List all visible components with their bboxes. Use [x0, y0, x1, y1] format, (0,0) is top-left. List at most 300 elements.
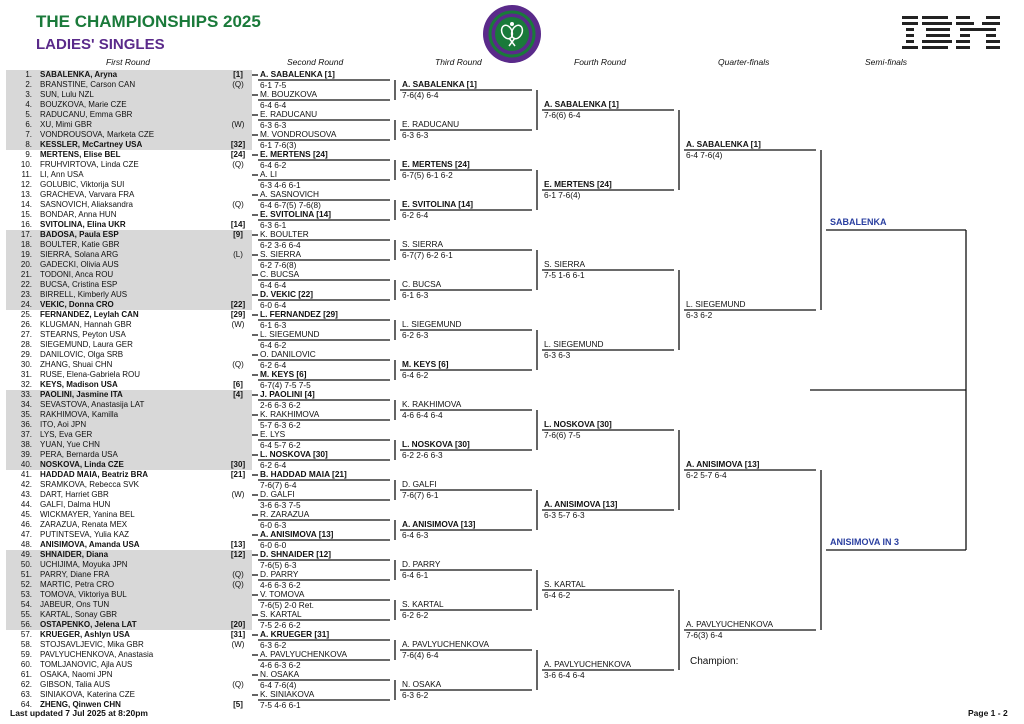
player-name: BADOSA, Paula ESP: [40, 230, 119, 239]
seed-label: (Q): [232, 570, 244, 579]
winner-name: D. VEKIC [22]: [260, 289, 314, 299]
player-row: [6, 560, 252, 570]
player-row: [6, 500, 252, 510]
player-name: STEARNS, Peyton USA: [40, 330, 126, 339]
draw-number: 59.: [20, 650, 32, 659]
winner-name: D. PARRY: [402, 559, 441, 569]
player-name: SINIAKOVA, Katerina CZE: [40, 690, 135, 699]
player-name: PERA, Bernarda USA: [40, 450, 118, 459]
draw-number: 11.: [21, 170, 32, 179]
seed-label: [29]: [230, 310, 246, 319]
winner-name: A. SABALENKA [1]: [686, 139, 761, 149]
player-row: [6, 480, 252, 490]
match-score: 7-5 1-6 6-1: [544, 270, 585, 280]
player-name: DART, Harriet GBR: [40, 490, 109, 499]
draw-number: 30.: [20, 360, 32, 369]
winner-name: E. MERTENS [24]: [402, 159, 470, 169]
match-score: 4-6 6-3 6-2: [260, 660, 301, 670]
draw-number: 62.: [20, 680, 32, 689]
player-row: [6, 260, 252, 270]
draw-number: 34.: [20, 400, 32, 409]
player-row: [6, 420, 252, 430]
winner-name: L. SIEGEMUND: [544, 339, 604, 349]
match-score: 3-6 6-3 7-5: [260, 500, 301, 510]
match-score: 6-4 5-7 6-2: [260, 440, 301, 450]
match-score: 7-5 4-6 6-1: [260, 700, 301, 710]
winner-name: A. SABALENKA [1]: [402, 79, 477, 89]
player-name: KESSLER, McCartney USA: [40, 140, 143, 149]
player-name: RAKHIMOVA, Kamilla: [40, 410, 119, 419]
match-score: 6-3 6-2: [402, 690, 429, 700]
match-score: 7-6(5) 2-0 Ret.: [260, 600, 314, 610]
player-row: [6, 240, 252, 250]
match-score: 7-6(7) 6-4: [260, 480, 297, 490]
match-score: 6-2 6-3: [402, 330, 429, 340]
seed-label: [4]: [233, 390, 243, 399]
player-row: [6, 430, 252, 440]
match-score: 6-1 7-6(3): [260, 140, 297, 150]
draw-number: 9.: [25, 150, 32, 159]
player-row: [6, 150, 252, 160]
seed-label: [9]: [233, 230, 243, 239]
round-header-semi: Semi-finals: [865, 57, 908, 67]
seed-label: (Q): [232, 360, 244, 369]
draw-number: 23.: [20, 290, 32, 299]
player-name: TOMOVA, Viktoriya BUL: [40, 590, 127, 599]
round-header-second: Second Round: [287, 57, 344, 67]
draw-number: 27.: [20, 330, 32, 339]
player-name: DANILOVIC, Olga SRB: [40, 350, 124, 359]
player-name: SRAMKOVA, Rebecca SVK: [40, 480, 139, 489]
player-row: [6, 390, 252, 400]
semifinal-name: SABALENKA: [830, 217, 887, 227]
winner-name: K. RAKHIMOVA: [402, 399, 462, 409]
player-row: [6, 600, 252, 610]
match-score: 6-4 6-2: [260, 340, 287, 350]
player-name: MERTENS, Elise BEL: [40, 150, 121, 159]
seed-label: (Q): [232, 80, 244, 89]
draw-number: 22.: [20, 280, 32, 289]
player-row: [6, 250, 252, 260]
player-row: [6, 630, 252, 640]
player-name: GOLUBIC, Viktorija SUI: [40, 180, 125, 189]
match-score: 6-3 6-3: [402, 130, 429, 140]
draw-number: 7.: [25, 130, 32, 139]
player-name: SHNAIDER, Diana: [40, 550, 109, 559]
winner-name: S. SIERRA: [544, 259, 586, 269]
player-row: [6, 440, 252, 450]
winner-name: L. SIEGEMUND: [402, 319, 462, 329]
player-name: OSTAPENKO, Jelena LAT: [40, 620, 137, 629]
player-name: ITO, Aoi JPN: [40, 420, 87, 429]
player-name: KRUEGER, Ashlyn USA: [40, 630, 130, 639]
seed-label: [6]: [233, 380, 243, 389]
player-name: SVITOLINA, Elina UKR: [40, 220, 126, 229]
draw-number: 41.: [20, 470, 32, 479]
draw-number: 60.: [20, 660, 32, 669]
player-row: [6, 470, 252, 480]
draw-number: 48.: [20, 540, 32, 549]
player-name: VEKIC, Donna CRO: [40, 300, 114, 309]
winner-name: A. ANISIMOVA [13]: [544, 499, 618, 509]
player-name: NOSKOVA, Linda CZE: [40, 460, 124, 469]
player-row: [6, 490, 252, 500]
winner-name: A. ANISIMOVA [13]: [686, 459, 760, 469]
seed-label: [12]: [230, 550, 246, 559]
draw-number: 31.: [20, 370, 32, 379]
draw-number: 63.: [20, 690, 32, 699]
player-name: PARRY, Diane FRA: [40, 570, 110, 579]
player-row: [6, 270, 252, 280]
winner-name: E. SVITOLINA [14]: [402, 199, 473, 209]
match-score: 6-1 6-3: [260, 320, 287, 330]
winner-name: C. BUCSA: [402, 279, 442, 289]
player-row: [6, 520, 252, 530]
seed-label: (Q): [232, 160, 244, 169]
seed-label: [1]: [233, 70, 243, 79]
winner-name: A. PAVLYUCHENKOVA: [260, 649, 347, 659]
match-score: 6-1 7-5: [260, 80, 287, 90]
player-row: [6, 300, 252, 310]
draw-number: 45.: [20, 510, 32, 519]
player-row: [6, 550, 252, 560]
player-row: [6, 540, 252, 550]
match-score: 6-2 3-6 6-4: [260, 240, 301, 250]
draw-number: 3.: [25, 90, 32, 99]
draw-number: 61.: [20, 670, 32, 679]
player-name: BRANSTINE, Carson CAN: [40, 80, 136, 89]
draw-number: 43.: [20, 490, 32, 499]
player-name: WICKMAYER, Yanina BEL: [40, 510, 135, 519]
seed-label: (W): [231, 640, 245, 649]
match-score: 6-4 7-6(4): [686, 150, 723, 160]
player-name: PUTINTSEVA, Yulia KAZ: [40, 530, 130, 539]
match-score: 6-4 6-1: [402, 570, 429, 580]
player-name: GRACHEVA, Varvara FRA: [40, 190, 135, 199]
player-name: VONDROUSOVA, Marketa CZE: [40, 130, 155, 139]
winner-name: L. NOSKOVA [30]: [544, 419, 612, 429]
player-row: [6, 200, 252, 210]
player-name: SASNOVICH, Aliaksandra: [40, 200, 133, 209]
player-row: [6, 230, 252, 240]
player-row: [6, 570, 252, 580]
draw-number: 20.: [20, 260, 32, 269]
player-row: [6, 160, 252, 170]
player-name: STOJSAVLJEVIC, Mika GBR: [40, 640, 144, 649]
winner-name: S. SIERRA: [260, 249, 302, 259]
last-updated: Last updated 7 Jul 2025 at 8:20pm: [10, 708, 148, 718]
player-row: [6, 400, 252, 410]
match-score: 6-4 6-4: [260, 100, 287, 110]
winner-name: L. NOSKOVA [30]: [260, 449, 328, 459]
match-score: 3-6 6-4 6-4: [544, 670, 585, 680]
player-row: [6, 530, 252, 540]
draw-number: 40.: [20, 460, 32, 469]
match-score: 6-7(4) 7-5 7-5: [260, 380, 311, 390]
player-name: SEVASTOVA, Anastasija LAT: [40, 400, 145, 409]
draw-number: 33.: [20, 390, 32, 399]
player-row: [6, 360, 252, 370]
draw-number: 6.: [25, 120, 32, 129]
round-header-third: Third Round: [435, 57, 482, 67]
draw-number: 25.: [20, 310, 32, 319]
match-score: 6-3 6-1: [260, 220, 287, 230]
player-row: [6, 690, 252, 700]
match-score: 6-2 6-2: [402, 610, 429, 620]
match-score: 6-7(7) 6-2 6-1: [402, 250, 453, 260]
round-header-fourth: Fourth Round: [574, 57, 626, 67]
match-score: 6-0 6-4: [260, 300, 287, 310]
match-score: 6-3 4-6 6-1: [260, 180, 301, 190]
draw-number: 49.: [20, 550, 32, 559]
match-score: 4-6 6-3 6-2: [260, 580, 301, 590]
match-score: 7-6(5) 6-3: [260, 560, 297, 570]
winner-name: S. SIERRA: [402, 239, 444, 249]
player-row: [6, 220, 252, 230]
player-name: GADECKI, Olivia AUS: [40, 260, 119, 269]
seed-label: (W): [231, 120, 245, 129]
player-row: [6, 680, 252, 690]
draw-number: 64.: [20, 700, 32, 709]
seed-label: (Q): [232, 200, 244, 209]
seed-label: [30]: [230, 460, 246, 469]
winner-name: M. VONDROUSOVA: [260, 129, 337, 139]
round-header-first: First Round: [106, 57, 150, 67]
player-name: LI, Ann USA: [40, 170, 84, 179]
player-row: [6, 410, 252, 420]
player-name: HADDAD MAIA, Beatriz BRA: [40, 470, 149, 479]
match-score: 6-1 6-3: [402, 290, 429, 300]
winner-name: C. BUCSA: [260, 269, 300, 279]
winner-name: S. KARTAL: [260, 609, 302, 619]
draw-number: 8.: [25, 140, 32, 149]
player-row: [6, 340, 252, 350]
seed-label: [24]: [230, 150, 246, 159]
draw-number: 46.: [20, 520, 32, 529]
player-row: [6, 660, 252, 670]
player-row: [6, 580, 252, 590]
draw-number: 14.: [20, 200, 32, 209]
winner-name: E. MERTENS [24]: [260, 149, 328, 159]
match-score: 6-3 6-3: [260, 120, 287, 130]
winner-name: K. SINIAKOVA: [260, 689, 315, 699]
player-name: FERNANDEZ, Leylah CAN: [40, 310, 139, 319]
match-score: 7-6(3) 6-4: [686, 630, 723, 640]
winner-name: L. SIEGEMUND: [686, 299, 746, 309]
match-score: 6-2 5-7 6-4: [686, 470, 727, 480]
winner-name: O. DANILOVIC: [260, 349, 316, 359]
player-row: [6, 650, 252, 660]
match-score: 6-0 6-0: [260, 540, 287, 550]
draw-number: 32.: [20, 380, 32, 389]
seed-label: [32]: [230, 140, 246, 149]
match-score: 6-2 7-6(8): [260, 260, 297, 270]
player-row: [6, 190, 252, 200]
match-score: 6-4 6-4: [260, 280, 287, 290]
player-name: ZARAZUA, Renata MEX: [40, 520, 128, 529]
winner-name: A. ANISIMOVA [13]: [260, 529, 334, 539]
player-name: SUN, Lulu NZL: [40, 90, 94, 99]
match-score: 6-3 6-2: [686, 310, 713, 320]
winner-name: J. PAOLINI [4]: [260, 389, 315, 399]
player-name: BOUZKOVA, Marie CZE: [40, 100, 127, 109]
winner-name: E. MERTENS [24]: [544, 179, 612, 189]
draw-number: 12.: [20, 180, 32, 189]
match-score: 6-4 7-6(4): [260, 680, 297, 690]
player-row: [6, 290, 252, 300]
winner-name: E. LYS: [260, 429, 286, 439]
match-score: 7-6(4) 6-4: [402, 90, 439, 100]
draw-number: 19.: [20, 250, 32, 259]
match-score: 5-7 6-3 6-2: [260, 420, 301, 430]
player-name: ANISIMOVA, Amanda USA: [40, 540, 140, 549]
player-name: MARTIC, Petra CRO: [40, 580, 115, 589]
match-score: 6-4 6-7(5) 7-6(8): [260, 200, 321, 210]
match-score: 6-2 6-4: [260, 360, 287, 370]
winner-name: E. RADUCANU: [402, 119, 460, 129]
draw-number: 42.: [20, 480, 32, 489]
winner-name: L. FERNANDEZ [29]: [260, 309, 338, 319]
match-score: 6-4 6-3: [402, 530, 429, 540]
winner-name: E. RADUCANU: [260, 109, 318, 119]
player-name: ZHENG, Qinwen CHN: [40, 700, 121, 709]
seed-label: (W): [231, 490, 245, 499]
player-row: [6, 450, 252, 460]
player-row: [6, 80, 252, 90]
match-score: 7-6(4) 6-4: [402, 650, 439, 660]
winner-name: D. SHNAIDER [12]: [260, 549, 331, 559]
winner-name: N. OSAKA: [402, 679, 442, 689]
player-row: [6, 510, 252, 520]
seed-label: [21]: [230, 470, 246, 479]
player-row: [6, 640, 252, 650]
player-name: SIEGEMUND, Laura GER: [40, 340, 133, 349]
player-name: FRUHVIRTOVA, Linda CZE: [40, 160, 139, 169]
match-score: 7-6(6) 6-4: [544, 110, 581, 120]
draw-number: 2.: [25, 80, 32, 89]
seed-label: (Q): [232, 580, 244, 589]
draw-number: 52.: [20, 580, 32, 589]
draw-number: 18.: [20, 240, 32, 249]
player-row: [6, 460, 252, 470]
match-score: 6-4 6-2: [260, 160, 287, 170]
seed-label: [22]: [230, 300, 246, 309]
page-subtitle: LADIES' SINGLES: [36, 36, 165, 53]
player-name: JABEUR, Ons TUN: [40, 600, 110, 609]
player-row: [6, 670, 252, 680]
match-score: 6-7(5) 6-1 6-2: [402, 170, 453, 180]
seed-label: [31]: [230, 630, 246, 639]
player-row: [6, 590, 252, 600]
winner-name: A. PAVLYUCHENKOVA: [402, 639, 489, 649]
player-name: YUAN, Yue CHN: [40, 440, 100, 449]
match-score: 6-2 6-4: [402, 210, 429, 220]
player-name: PAOLINI, Jasmine ITA: [40, 390, 123, 399]
draw-number: 54.: [20, 600, 32, 609]
match-score: 6-4 6-2: [544, 590, 571, 600]
draw-number: 5.: [25, 110, 32, 119]
player-name: BUCSA, Cristina ESP: [40, 280, 118, 289]
match-score: 2-6 6-3 6-2: [260, 400, 301, 410]
player-row: [6, 70, 252, 80]
player-name: SIERRA, Solana ARG: [40, 250, 119, 259]
draw-number: 4.: [25, 100, 32, 109]
draw-number: 17.: [20, 230, 32, 239]
player-row: [6, 130, 252, 140]
player-name: UCHIJIMA, Moyuka JPN: [40, 560, 128, 569]
page-number: Page 1 - 2: [968, 708, 1008, 718]
player-name: SABALENKA, Aryna: [40, 70, 118, 79]
draw-number: 39.: [20, 450, 32, 459]
page-title: THE CHAMPIONSHIPS 2025: [36, 12, 261, 31]
winner-name: V. TOMOVA: [260, 589, 305, 599]
player-row: [6, 610, 252, 620]
round-header-quarter: Quarter-finals: [718, 57, 770, 67]
winner-name: E. SVITOLINA [14]: [260, 209, 331, 219]
draw-number: 57.: [20, 630, 32, 639]
player-row: [6, 180, 252, 190]
player-name: LYS, Eva GER: [40, 430, 93, 439]
player-name: KEYS, Madison USA: [40, 380, 118, 389]
winner-name: K. BOULTER: [260, 229, 309, 239]
match-score: 6-2 6-4: [260, 460, 287, 470]
player-name: RUSE, Elena-Gabriela ROU: [40, 370, 141, 379]
match-score: 6-3 6-2: [260, 640, 287, 650]
match-score: 6-0 6-3: [260, 520, 287, 530]
winner-name: B. HADDAD MAIA [21]: [260, 469, 347, 479]
seed-label: (W): [231, 320, 245, 329]
player-name: BIRRELL, Kimberly AUS: [40, 290, 128, 299]
match-score: 7-6(7) 6-1: [402, 490, 439, 500]
player-row: [6, 210, 252, 220]
draw-number: 10.: [20, 160, 32, 169]
player-row: [6, 330, 252, 340]
draw-number: 51.: [20, 570, 32, 579]
winner-name: S. KARTAL: [402, 599, 444, 609]
winner-name: A. LI: [260, 169, 278, 179]
match-score: 6-4 6-2: [402, 370, 429, 380]
player-row: [6, 100, 252, 110]
player-name: GIBSON, Talia AUS: [40, 680, 111, 689]
player-row: [6, 110, 252, 120]
draw-number: 58.: [20, 640, 32, 649]
draw-number: 24.: [20, 300, 32, 309]
player-row: [6, 320, 252, 330]
seed-label: (L): [233, 250, 243, 259]
seed-label: [20]: [230, 620, 246, 629]
winner-name: D. PARRY: [260, 569, 299, 579]
player-row: [6, 380, 252, 390]
player-row: [6, 370, 252, 380]
winner-name: L. NOSKOVA [30]: [402, 439, 470, 449]
draw-number: 53.: [20, 590, 32, 599]
winner-name: S. KARTAL: [544, 579, 586, 589]
player-name: OSAKA, Naomi JPN: [40, 670, 113, 679]
player-name: PAVLYUCHENKOVA, Anastasia: [40, 650, 154, 659]
player-name: RADUCANU, Emma GBR: [40, 110, 133, 119]
match-score: 6-1 7-6(4): [544, 190, 581, 200]
winner-name: A. KRUEGER [31]: [260, 629, 330, 639]
draw-number: 28.: [20, 340, 32, 349]
draw-number: 38.: [20, 440, 32, 449]
player-name: GALFI, Dalma HUN: [40, 500, 111, 509]
champion-label: Champion:: [690, 656, 739, 667]
winner-name: K. RAKHIMOVA: [260, 409, 320, 419]
draw-number: 47.: [20, 530, 32, 539]
player-row: [6, 310, 252, 320]
player-row: [6, 350, 252, 360]
draw-number: 37.: [20, 430, 32, 439]
